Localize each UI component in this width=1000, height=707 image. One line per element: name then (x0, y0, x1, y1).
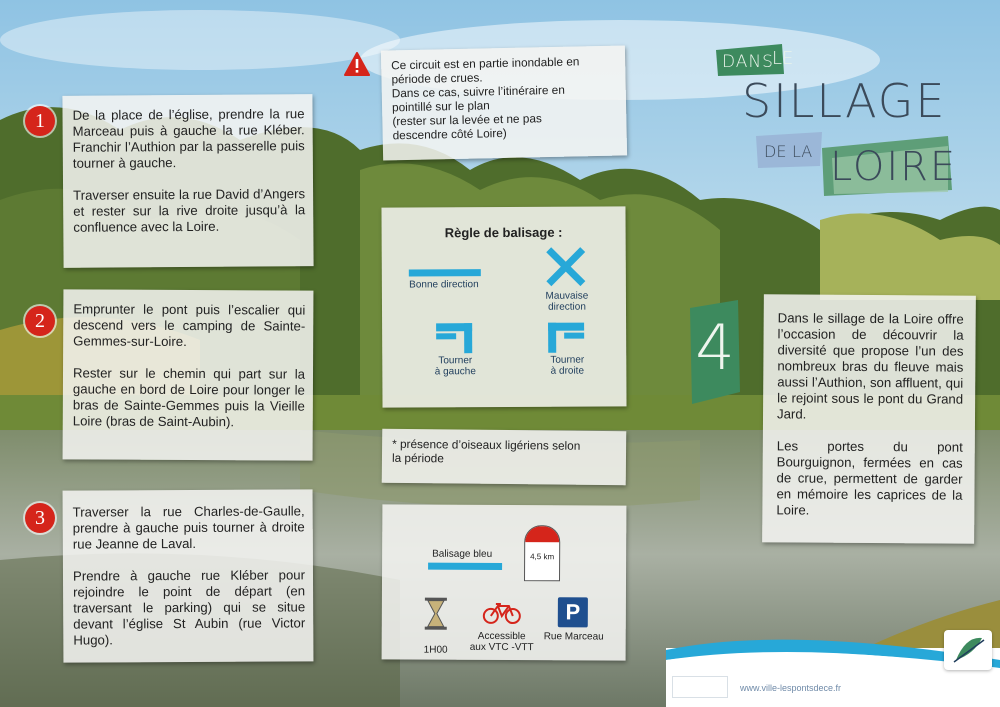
title-block (712, 40, 958, 200)
step-2-panel (63, 289, 314, 460)
step-1-paragraph-1: De la place de l’église, prendre la rue Marceau puis à gauche la rue Kléber. Franchir l’Authion par la passerelle puis tourner à gauche. (72, 106, 305, 171)
step-1-paragraph-2: Traverser ensuite la rue David d’Angers et rester sur la rive droite jusqu’à la confluence avec la Loire. (73, 186, 306, 235)
leaf-logo-icon (944, 630, 992, 670)
title-word-la: LA (792, 142, 813, 161)
distance-marker-icon (524, 525, 560, 581)
step-3-paragraph-2: Prendre à gauche rue Kléber pour rejoindre le point de départ (en traversant le parking) qui se situe devant l’église St Aubin (rue Victor Hugo). (72, 567, 306, 648)
step-3-number: 3 (25, 503, 55, 533)
warning-triangle-icon (344, 52, 370, 76)
step-2-number: 2 (25, 306, 55, 336)
turn-left-label: Tourner à gauche (434, 355, 476, 378)
flood-warning-panel (381, 45, 627, 160)
parking-icon: P (558, 597, 588, 627)
title-word-dans: DANS (722, 52, 774, 72)
warning-line: Ce circuit est en partie inondable en (391, 54, 580, 73)
birds-note-line-1: * présence d’oiseaux ligériens selon (392, 436, 581, 453)
blue-marking-line (428, 563, 502, 570)
description-panel (762, 294, 976, 543)
warning-line: Dans ce cas, suivre l’itinéraire en (391, 82, 565, 101)
parking-label: Rue Marceau (543, 631, 604, 643)
distance-value: 4,5 km (530, 552, 555, 562)
signage-rules-panel (381, 206, 626, 407)
title-word-le: LE (772, 48, 794, 69)
step-1-panel (62, 94, 313, 268)
duration-label: 1H00 (423, 644, 448, 656)
route-info-panel (382, 504, 627, 660)
step-1-number: 1 (25, 106, 55, 136)
title-word-de: DE (764, 142, 787, 161)
bike-access-label: Accessible aux VTC -VTT (469, 630, 534, 654)
description-paragraph-2: Les portes du pont Bourguignon, fermées en cas de crue, permettent de garder en mémoire les caprices de la Loire. (776, 438, 963, 518)
step-3-panel (63, 489, 314, 662)
birds-note-line-2: la période (391, 450, 444, 466)
birds-note-panel (382, 429, 627, 486)
warning-line: (rester sur la levée et ne pas (392, 111, 542, 129)
turn-right-icon (546, 321, 586, 355)
title-word-loire: LOIRE (830, 144, 958, 190)
bicycle-icon (482, 601, 522, 625)
wrong-direction-label: Mauvaise direction (545, 290, 589, 313)
website-link[interactable]: www.ville-lespontsdece.fr (740, 683, 842, 693)
title-word-sillage: SILLAGE (742, 74, 947, 128)
good-direction-icon (409, 269, 481, 276)
blue-marking-label: Balisage bleu (432, 548, 493, 560)
hourglass-icon (424, 597, 448, 631)
turn-left-icon (434, 321, 474, 355)
step-2-paragraph-1: Emprunter le pont puis l’escalier qui descend vers le camping de Sainte-Gemmes-sur-Loire. (73, 301, 306, 349)
partner-logos (672, 676, 728, 698)
route-number: 4 (695, 311, 735, 384)
step-3-paragraph-1: Traverser la rue Charles-de-Gaulle, prendre à gauche puis tourner à droite rue Jeanne de Laval. (72, 503, 305, 552)
good-direction-label: Bonne direction (409, 279, 479, 291)
step-2-paragraph-2: Rester sur le chemin qui part sur la gauche en bord de Loire pour longer le bras de Sainte-Gemmes puis la Vieille Loire (bras de Saint-Aubin). (72, 365, 306, 430)
wrong-direction-icon (545, 247, 587, 287)
turn-right-label: Tourner à droite (550, 354, 585, 377)
warning-line: descendre côté Loire) (392, 125, 507, 143)
warning-line: période de crues. (391, 70, 483, 87)
town-logo (944, 630, 992, 670)
signage-heading: Règle de balisage : (444, 224, 563, 241)
description-paragraph-1: Dans le sillage de la Loire offre l’occasion de découvrir la diversité que propose l’un des nombreux bras du fleuve mais aussi l’Authion, son affluent, qui le rejoint sous le pont du Grand Jard. (776, 310, 964, 422)
warning-line: pointillé sur le plan (391, 98, 490, 115)
